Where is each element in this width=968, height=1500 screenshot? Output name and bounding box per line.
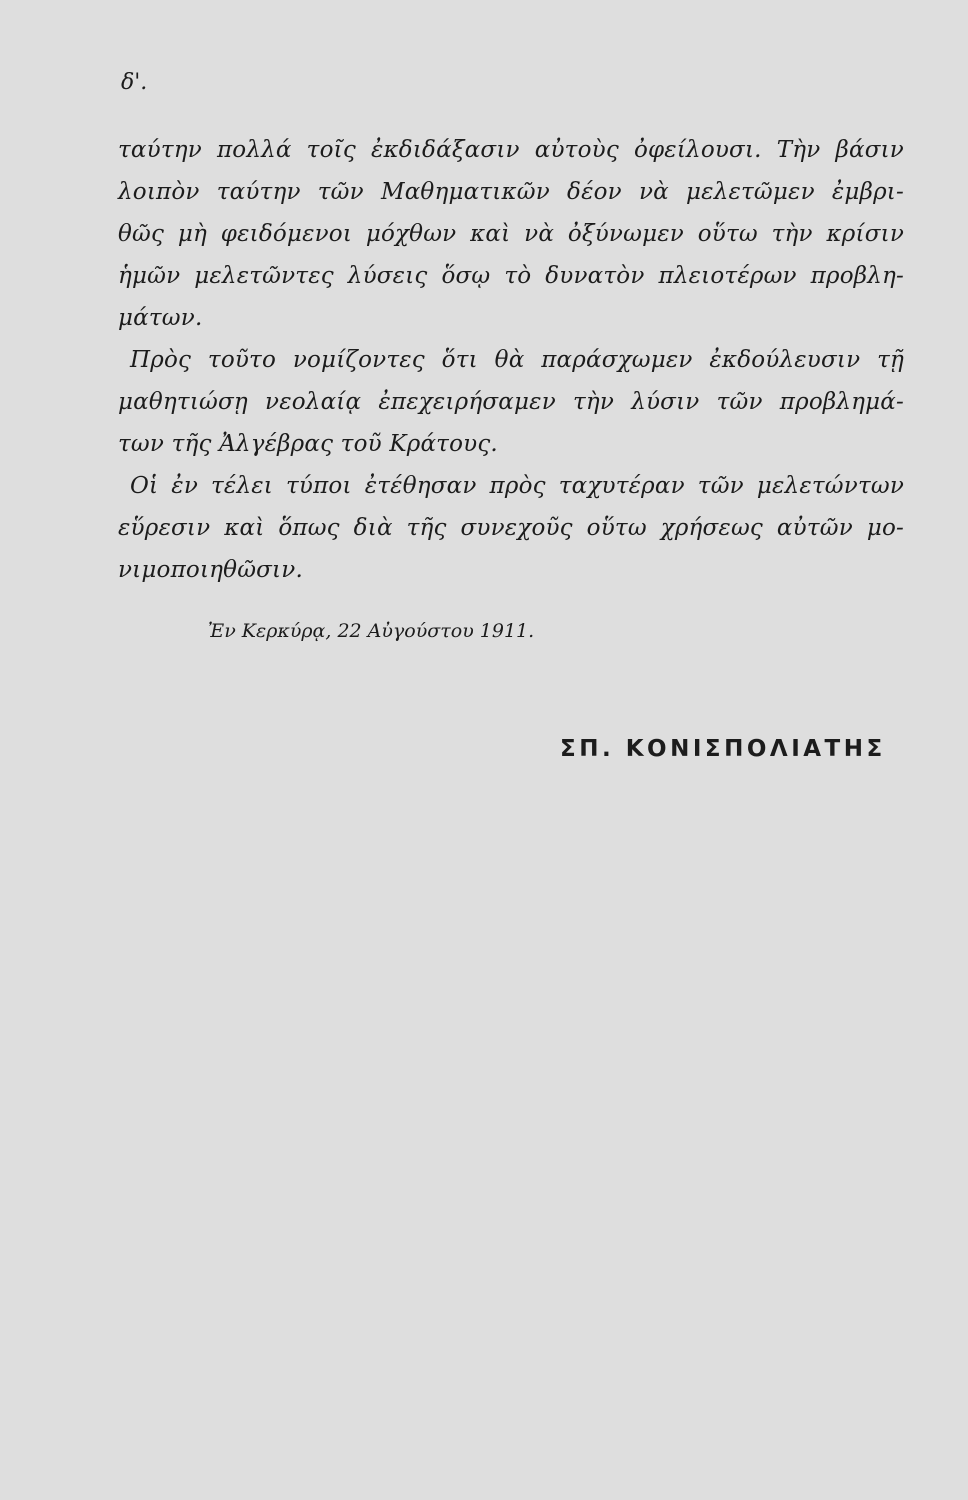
paragraph-2-line-3: των τῆς Ἀλγέβρας τοῦ Κράτους. bbox=[118, 431, 498, 457]
paragraph-1-line-3: θῶς μὴ φειδόμενοι μόχθων καὶ νὰ ὀξύνωμεν οὕτω τὴν κρίσιν bbox=[118, 221, 904, 247]
paragraph-2-line-2: μαθητιώσῃ νεολαίᾳ ἐπεχειρήσαμεν τὴν λύσιν τῶν προβλημά- bbox=[118, 389, 904, 415]
paragraph-1-line-5: μάτων. bbox=[118, 305, 203, 331]
paragraph-1-line-2: λοιπὸν ταύτην τῶν Μαθηματικῶν δέον νὰ μελετῶμεν ἐμβρι- bbox=[118, 179, 904, 205]
paragraph-3-line-3: νιμοποιηθῶσιν. bbox=[118, 557, 303, 583]
paragraph-3-line-1: Οἱ ἐν τέλει τύποι ἐτέθησαν πρὸς ταχυτέραν τῶν μελετώντων bbox=[130, 473, 904, 499]
page-number: δ'. bbox=[121, 70, 148, 95]
paragraph-2-line-1: Πρὸς τοῦτο νομίζοντες ὅτι θὰ παράσχωμεν ἐκδούλευσιν τῇ bbox=[130, 347, 904, 373]
paragraph-3-line-2: εὕρεσιν καὶ ὅπως διὰ τῆς συνεχοῦς οὕτω χρήσεως αὐτῶν μο- bbox=[118, 515, 904, 541]
paragraph-1-line-4: ἡμῶν μελετῶντες λύσεις ὅσῳ τὸ δυνατὸν πλειοτέρων προβλη- bbox=[118, 263, 904, 289]
signature: ΣΠ. ΚΟΝΙΣΠΟΛΙΑΤΗΣ bbox=[560, 736, 886, 762]
dateline: Ἐν Κερκύρᾳ, 22 Αὐγούστου 1911. bbox=[208, 620, 535, 642]
paragraph-1-line-1: ταύτην πολλά τοῖς ἐκδιδάξασιν αὐτοὺς ὀφείλουσι. Τὴν βάσιν bbox=[118, 137, 904, 163]
